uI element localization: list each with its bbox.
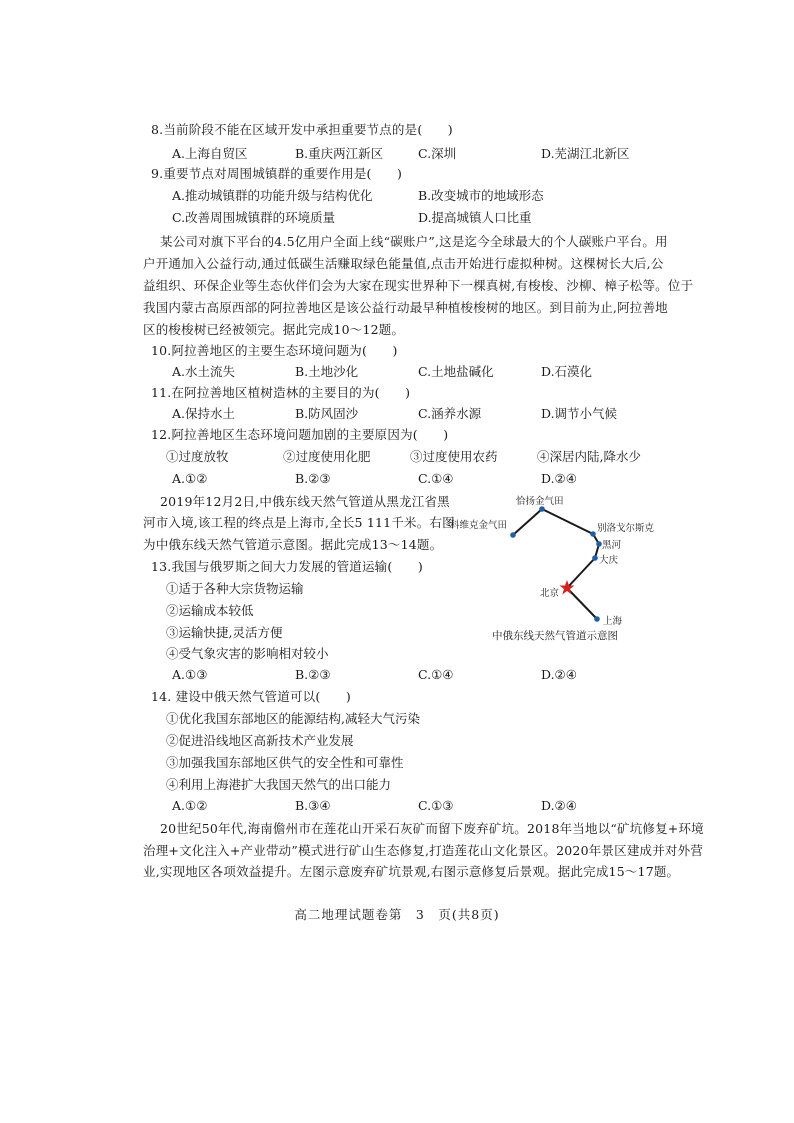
- q9-option-c: C.改善周围城镇群的环境质量: [172, 210, 336, 225]
- q12-option-d: D.②④: [541, 471, 577, 486]
- q14-option-d: D.②④: [541, 798, 577, 813]
- q12-item: ③过度使用农药: [410, 449, 498, 464]
- q13-option-d: D.②④: [541, 667, 577, 682]
- passage2-line: 2019年12月2日,中俄东线天然气管道从黑龙江省黑: [160, 494, 450, 509]
- passage2-line: 河市入境,该工程的终点是上海市,全长5 111千米。右图: [143, 515, 455, 530]
- pipeline-route: [513, 509, 599, 619]
- q12-option-c: C.①④: [418, 471, 454, 486]
- q12-item: ②过度使用化肥: [283, 449, 371, 464]
- q12-option-a: A.①②: [172, 471, 208, 486]
- passage1-line: 我国内蒙古高原西部的阿拉善地区是该公益行动最早种植梭梭树的地区。到目前为止,阿拉善地: [143, 300, 668, 315]
- q10-option-a: A.水土流失: [172, 364, 236, 379]
- map-node-daqing: [592, 555, 598, 561]
- map-label-beijing: 北京: [540, 588, 560, 599]
- map-node-chayanda: [539, 506, 545, 512]
- map-node-heihe: [596, 541, 602, 547]
- q8-option-b: B.重庆两江新区: [295, 146, 384, 161]
- pipeline-segment: [513, 509, 542, 535]
- q13-item: ②运输成本较低: [166, 603, 254, 618]
- q11-option-d: D.调节小气候: [541, 406, 618, 421]
- passage1-line: 某公司对旗下平台的4.5亿用户全面上线“碳账户”,这是迄今全球最大的个人碳账户平台。用: [160, 234, 668, 249]
- map-caption: 中俄东线天然气管道示意图: [492, 630, 618, 642]
- map-label-blagoveshchensk: 别洛戈尔斯克: [597, 523, 655, 534]
- passage1-line: 户开通加入公益行动,通过低碳生活赚取绿色能量值,点击开始进行虚拟种树。这棵树长大后,公: [143, 256, 664, 271]
- q13-option-a: A.①③: [172, 667, 208, 682]
- map-label-heihe: 黑河: [602, 540, 622, 551]
- q14-item: ③加强我国东部地区供气的安全性和可靠性: [166, 755, 404, 770]
- q11-stem: 11.在阿拉善地区植树造林的主要目的为( ): [151, 385, 411, 400]
- map-label-shanghai: 上海: [603, 616, 623, 627]
- q14-option-a: A.①②: [172, 798, 208, 813]
- q14-item: ②促进沿线地区高新技术产业发展: [166, 733, 354, 748]
- pipeline-segment: [567, 558, 595, 588]
- q10-stem: 10.阿拉善地区的主要生态环境问题为( ): [151, 343, 398, 358]
- q13-option-c: C.①④: [418, 667, 454, 682]
- passage1-line: 益组织、环保企业等生态伙伴们会为大家在现实世界种下一棵真树,有梭梭、沙柳、樟子松等。位于: [143, 278, 694, 293]
- q14-item: ④利用上海港扩大我国天然气的出口能力: [166, 777, 392, 792]
- passage3-line: 业,实现地区各项效益提升。左图示意废弃矿坑景观,右图示意修复后景观。据此完成15～17题。: [143, 864, 680, 879]
- q12-option-b: B.②③: [295, 471, 331, 486]
- q9-option-b: B.改变城市的地域形态: [418, 188, 544, 203]
- pipeline-map: [440, 488, 700, 648]
- passage3-line: 20世纪50年代,海南儋州市在莲花山开采石灰矿而留下废弃矿坑。2018年当地以“矿坑修复+环境: [160, 821, 704, 836]
- q11-option-c: C.涵养水源: [418, 406, 482, 421]
- q13-item: ③运输快捷,灵活方便: [166, 625, 283, 640]
- q14-option-b: B.③④: [295, 798, 331, 813]
- map-node-kovykta: [510, 532, 516, 538]
- q14-stem: 14. 建设中俄天然气管道可以( ): [151, 689, 351, 704]
- q8-option-c: C.深圳: [418, 146, 457, 161]
- q9-stem: 9.重要节点对周围城镇群的重要作用是( ): [151, 166, 403, 181]
- q13-stem: 13.我国与俄罗斯之间大力发展的管道运输( ): [151, 559, 423, 574]
- map-label-kovykta: 科维克金气田: [450, 520, 508, 531]
- map-label-chayanda: 恰扬金气田: [516, 496, 564, 507]
- q13-option-b: B.②③: [295, 667, 331, 682]
- q12-item: ①过度放牧: [166, 449, 229, 464]
- q9-option-a: A.推动城镇群的功能升级与结构优化: [172, 188, 373, 203]
- q10-option-b: B.土地沙化: [295, 364, 359, 379]
- map-node-blagoveshchensk: [590, 531, 596, 537]
- q10-option-d: D.石漠化: [541, 364, 593, 379]
- map-label-daqing: 大庆: [599, 555, 619, 566]
- map-node-shanghai: [594, 616, 600, 622]
- pipeline-segment: [567, 588, 597, 619]
- passage3-line: 治理+文化注入+产业带动”模式进行矿山生态修复,打造莲花山文化景区。2020年景区建成并对外营: [143, 843, 704, 858]
- q13-item: ④受气象灾害的影响相对较小: [166, 646, 329, 661]
- q11-option-b: B.防风固沙: [295, 406, 359, 421]
- q8-stem: 8.当前阶段不能在区域开发中承担重要节点的是( ): [151, 122, 453, 137]
- q14-option-c: C.①③: [418, 798, 454, 813]
- q8-option-a: A.上海自贸区: [172, 146, 248, 161]
- pipeline-segment: [542, 509, 593, 534]
- q10-option-c: C.土地盐碱化: [418, 364, 494, 379]
- q8-option-d: D.芜湖江北新区: [541, 146, 630, 161]
- passage1-line: 区的梭梭树已经被领完。据此完成10～12题。: [143, 322, 405, 337]
- q9-option-d: D.提高城镇人口比重: [418, 210, 532, 225]
- q14-item: ①优化我国东部地区的能源结构,减轻大气污染: [166, 711, 420, 726]
- page-footer: 高二地理试题卷第 3 页(共8页): [294, 907, 500, 922]
- q11-option-a: A.保持水土: [172, 406, 236, 421]
- q12-item: ④深居内陆,降水少: [537, 449, 641, 464]
- q12-stem: 12.阿拉善地区生态环境问题加剧的主要原因为( ): [151, 427, 449, 442]
- passage2-line: 为中俄东线天然气管道示意图。据此完成13～14题。: [143, 537, 443, 552]
- q13-item: ①适于各种大宗货物运输: [166, 581, 304, 596]
